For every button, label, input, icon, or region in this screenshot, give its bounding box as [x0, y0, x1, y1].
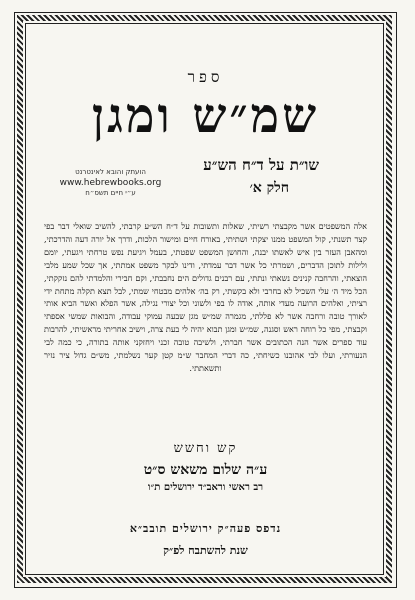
author-title: רב ראשי וראב״ד ירושלים ת״ו [147, 482, 264, 493]
page-content [30, 30, 381, 570]
author-name: ע״ה שלום משאש ס״ט [143, 462, 268, 478]
watermark-url: www.hebrewbooks.org [59, 178, 162, 188]
book-title: שמ״ש ומגן [91, 88, 320, 144]
book-label: ספר [187, 68, 224, 86]
watermark [48, 168, 173, 197]
watermark-line: הועתק והובא לאינטרנט [75, 168, 146, 176]
volume-label: חלק א׳ [249, 180, 289, 196]
print-year: שנת להשתבח לפ״ק [163, 544, 248, 557]
print-location: נדפס פעה״ק ירושלים תובב״א [129, 522, 282, 535]
humility-line: קש וחשש [173, 441, 238, 456]
book-subtitle: שו״ת על ד״ח הש״ע [203, 156, 319, 174]
introduction-text: אלה המשפטים אשר מקבצתי רשיתי, שאלות ותשובות על ד״ח הש״ע קרבתי, להשיב שואלי דבר בפי קצר תשנתי, קול המשפט ממנו יצקתי ושתיתי, באורח חיים ומישור הלכות, ודרך אל יורה דעה והדרכתי, ומהאבן העזר בין איש לאשתו יבנה, והחושן המשפט שפטתי, בעמל ויגיעת נפש טרחתי ויגעתי, יומם ולילות לתוכן הדברים, ושמרתי כל אשר דבר עמדתי, ודינו לבקר משפט אמתתי, אך שכל שמע מלבי הוצאתי, והרחבה קנינים נשאתי ונתתי, עם רבנים גדולים הים נחבבתי, וקם חבירי והלמדתי להם נזקקתי, הכל מיד ה׳ עלי השכיל לא בחרבי ולא בקשתי, רק בה׳ אלהים מבטחי שמתי, לבל תצא תקלה מתחת ידי רציתי, ואלהים הרועה מעדי אותה, אודה לו בפי ולשוני וכל יצורי נגילה, אשר הפלא ואשר הביא אותי לאורך טובה ורחבה אשר לא פללתי, מגמרה שמ״ש מגן שבעה עמוקי עבודה, והבואות שמשי אספתי וקבצתי, מפי כל רוחה ראש וסגנה, שמ״ש ומגן תבוא יהיה לי בעת צרה, וישיב אחריתי מראשיתי, להרבות עוד ספרים אשר הנה הכתובים אשר חברתי, ולשיבה טובה זכני ויחזקני אותה בתורה, כי כמה לבי הנעורתי, ועלו לבי אהובנו כשיחתי, כה דברי המחבר ש״מ קטן קער נשלמתי, מש״ם גדול ציר נזיר ותשאתתי. [44, 221, 367, 373]
watermark-credit: ע״י חיים תשס״ח [85, 189, 136, 197]
